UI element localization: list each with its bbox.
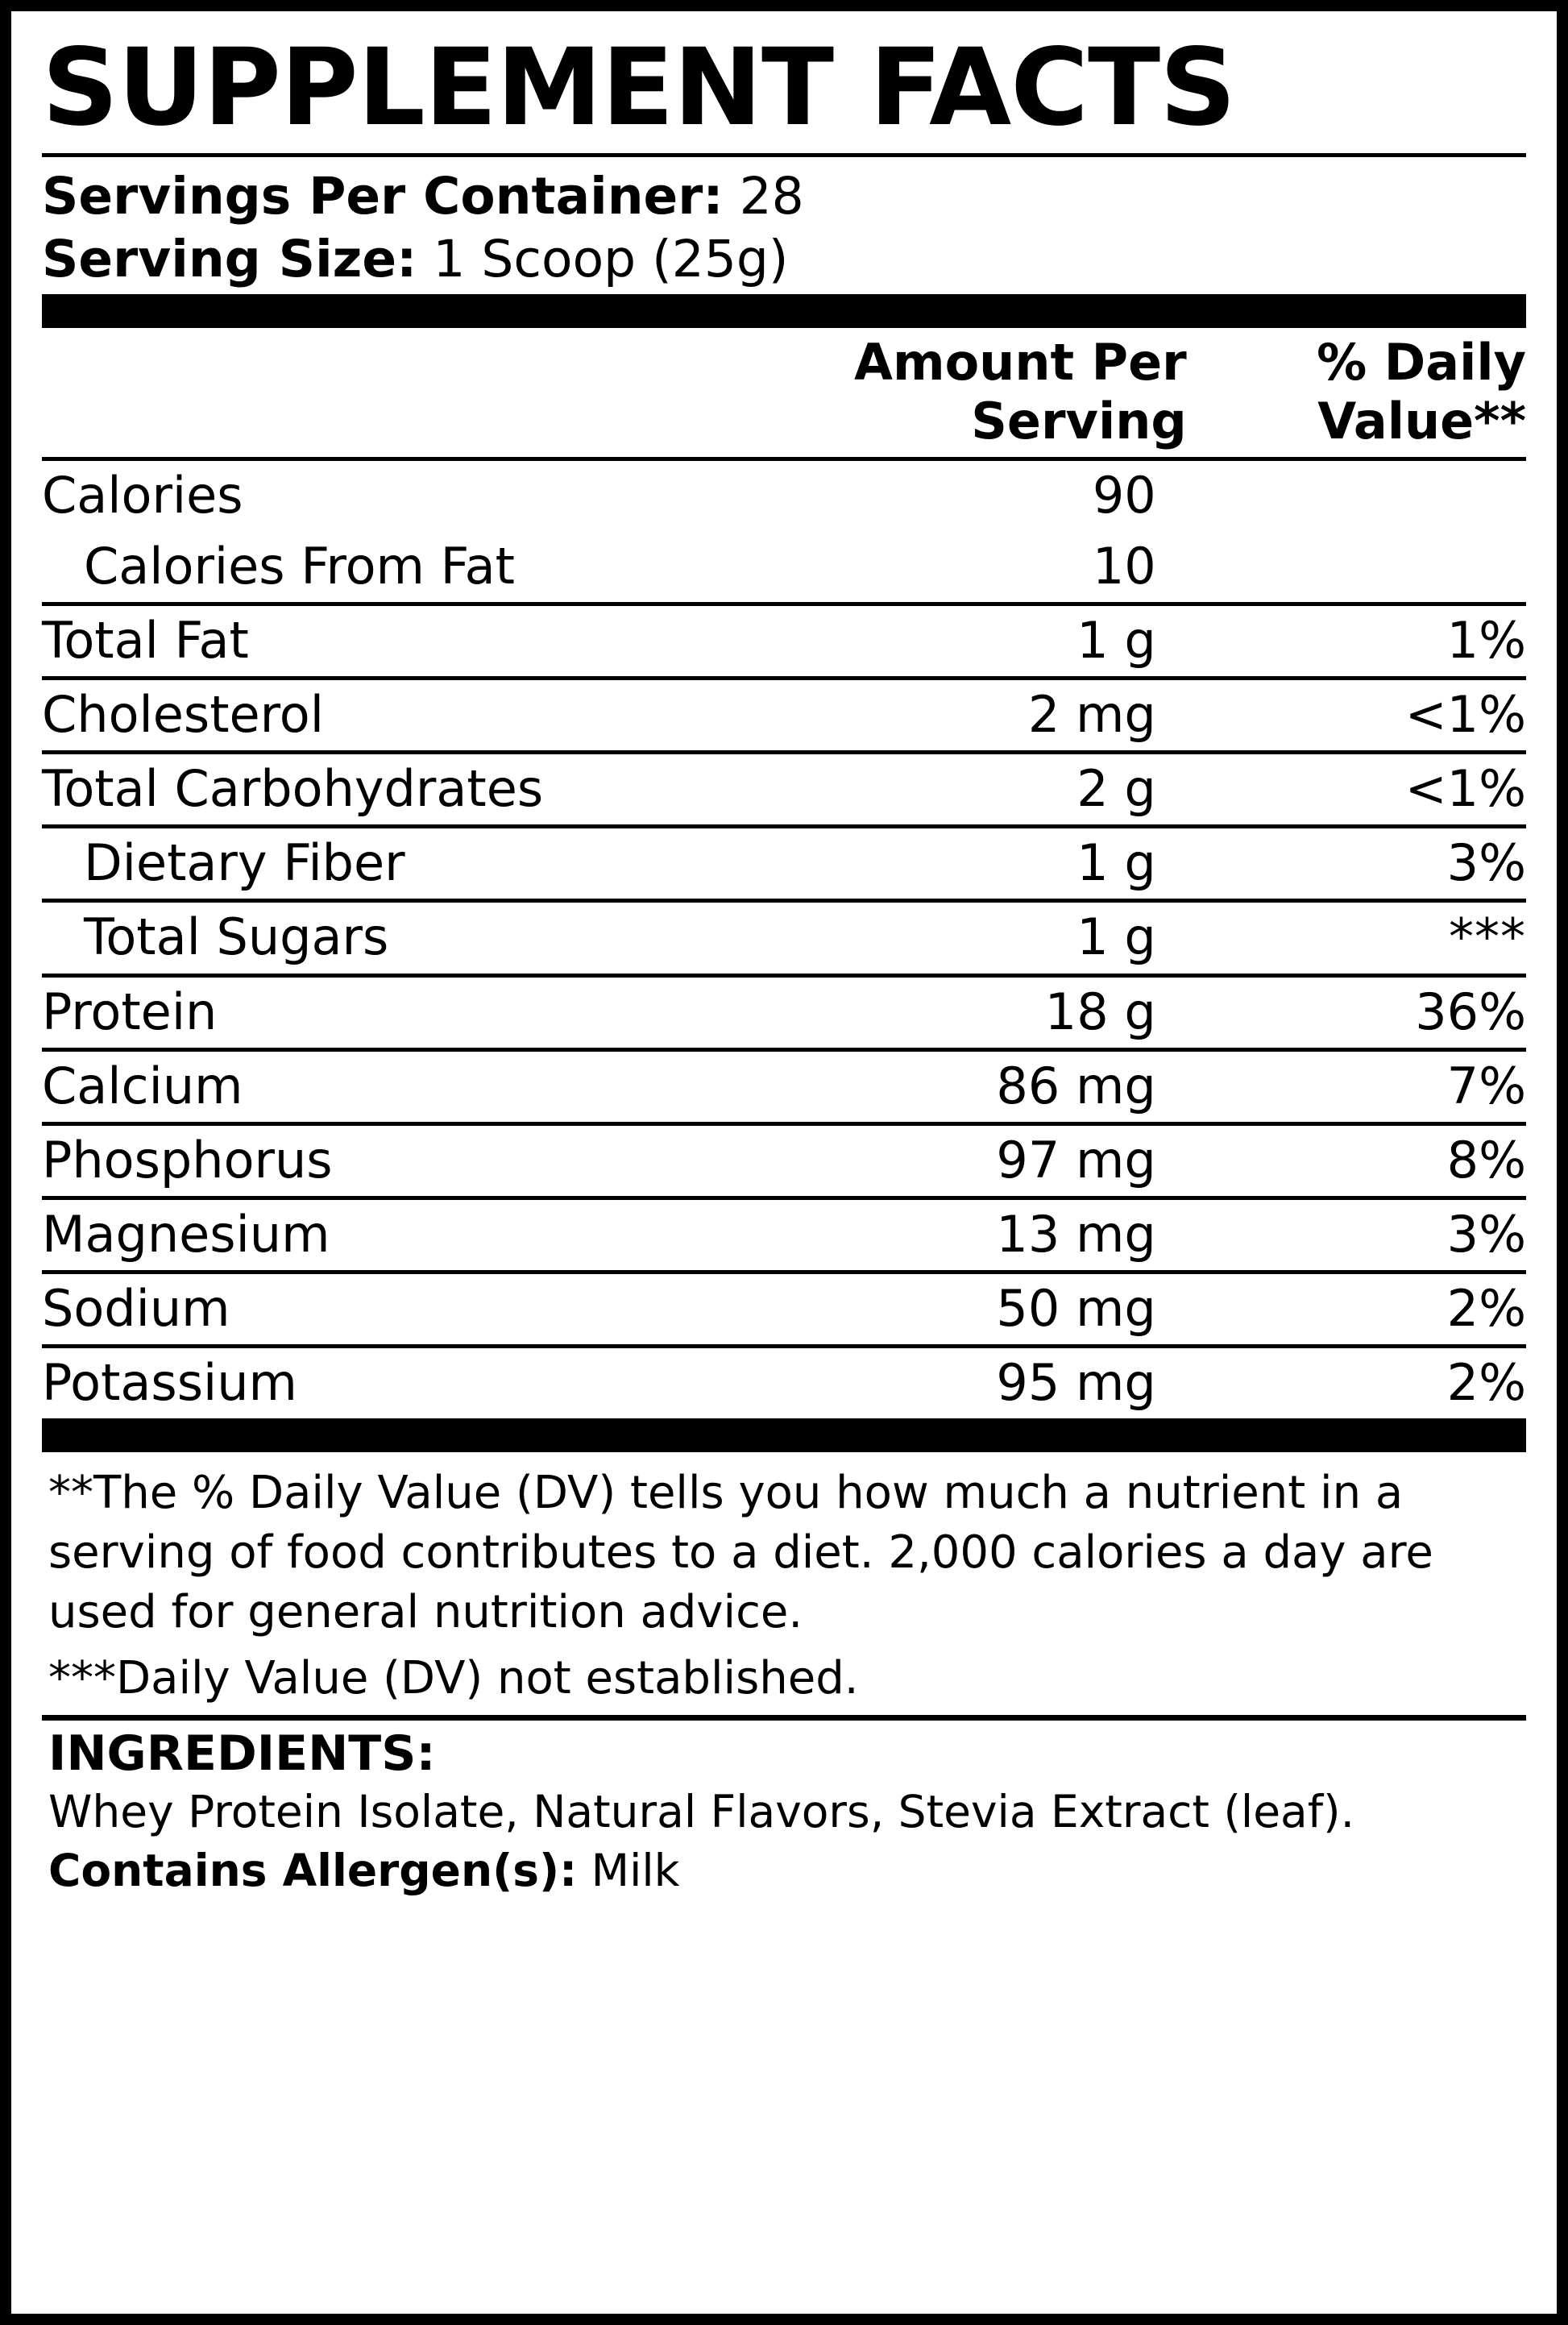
row-daily-value: 1% xyxy=(1200,604,1526,678)
row-nutrient-name: Total Fat xyxy=(42,604,724,678)
label-inner xyxy=(35,26,1533,1898)
row-daily-value: <1% xyxy=(1200,678,1526,752)
table-row xyxy=(42,604,1526,678)
header-daily-value: % Daily Value** xyxy=(1317,333,1526,451)
row-amount: 97 mg xyxy=(724,1123,1199,1198)
row-amount: 90 xyxy=(724,459,1199,532)
divider-thick-bottom xyxy=(42,1418,1526,1452)
allergen-label: Contains Allergen(s): xyxy=(48,1845,578,1897)
row-daily-value: 36% xyxy=(1200,975,1526,1049)
serving-size-label: Serving Size: xyxy=(42,230,417,289)
nutrition-table xyxy=(42,328,1526,1418)
row-nutrient-name: Magnesium xyxy=(42,1198,724,1273)
page-title: SUPPLEMENT FACTS xyxy=(42,26,1236,150)
table-row xyxy=(42,1198,1526,1273)
row-nutrient-name: Total Carbohydrates xyxy=(42,753,724,827)
allergen-text: Milk xyxy=(591,1845,680,1897)
table-row xyxy=(42,1123,1526,1198)
allergen-row xyxy=(48,1839,1520,1898)
table-row xyxy=(42,753,1526,827)
servings-per-container-row xyxy=(42,165,1526,228)
footnote-not-established: ***Daily Value (DV) not established. xyxy=(48,1652,859,1705)
row-amount: 1 g xyxy=(724,901,1199,975)
row-daily-value: *** xyxy=(1200,901,1526,975)
row-daily-value xyxy=(1200,532,1526,604)
row-daily-value: 2% xyxy=(1200,1273,1526,1347)
footnote-daily-value: **The % Daily Value (DV) tells you how much a nutrient in a serving of food contributes to a diet. 2,000 calories a day are used for general nutrition advice. xyxy=(48,1467,1433,1639)
row-nutrient-name: Dietary Fiber xyxy=(42,827,724,901)
row-nutrient-name: Potassium xyxy=(42,1347,724,1419)
table-row xyxy=(42,1273,1526,1347)
serving-size-value: 1 Scoop (25g) xyxy=(433,230,789,289)
row-nutrient-name: Protein xyxy=(42,975,724,1049)
row-nutrient-name: Total Sugars xyxy=(42,901,724,975)
table-row xyxy=(42,827,1526,901)
footnotes xyxy=(42,1452,1526,1715)
table-row xyxy=(42,901,1526,975)
row-daily-value: 2% xyxy=(1200,1347,1526,1419)
header-amount-per-serving: Amount Per Serving xyxy=(854,333,1187,451)
servings-block xyxy=(42,157,1526,294)
table-header-row xyxy=(42,328,1526,459)
table-row xyxy=(42,1049,1526,1123)
row-amount: 10 xyxy=(1092,536,1156,596)
row-amount: 18 g xyxy=(724,975,1199,1049)
table-row xyxy=(42,678,1526,752)
row-amount: 2 mg xyxy=(724,678,1199,752)
row-daily-value: 7% xyxy=(1200,1049,1526,1123)
row-nutrient-name: Calcium xyxy=(42,1049,724,1123)
row-nutrient-name: Phosphorus xyxy=(42,1123,724,1198)
row-amount: 13 mg xyxy=(724,1198,1199,1273)
row-nutrient-name: Calories xyxy=(42,459,724,532)
table-row xyxy=(42,1347,1526,1419)
ingredients-text: Whey Protein Isolate, Natural Flavors, Stevia Extract (leaf). xyxy=(48,1786,1355,1838)
row-amount: 95 mg xyxy=(724,1347,1199,1419)
serving-size-row xyxy=(42,228,1526,291)
row-daily-value: <1% xyxy=(1200,753,1526,827)
row-daily-value xyxy=(1200,459,1526,532)
row-amount: 50 mg xyxy=(724,1273,1199,1347)
row-amount: 1 g xyxy=(724,604,1199,678)
row-nutrient-name: Calories From Fat xyxy=(84,536,515,596)
row-amount: 2 g xyxy=(724,753,1199,827)
ingredients-block xyxy=(42,1721,1526,1898)
ingredients-label: INGREDIENTS: xyxy=(48,1725,436,1783)
row-nutrient-name: Sodium xyxy=(42,1273,724,1347)
row-amount: 86 mg xyxy=(724,1049,1199,1123)
header-nutrient xyxy=(42,328,724,459)
servings-per-container-label: Servings Per Container: xyxy=(42,166,724,226)
divider-thick-top xyxy=(42,294,1526,328)
row-daily-value: 3% xyxy=(1200,827,1526,901)
divider-above-ingredients xyxy=(42,1715,1526,1721)
table-row xyxy=(42,975,1526,1049)
servings-per-container-value: 28 xyxy=(739,166,804,226)
table-row xyxy=(42,532,1526,604)
row-daily-value: 3% xyxy=(1200,1198,1526,1273)
table-row xyxy=(42,459,1526,532)
row-amount: 1 g xyxy=(724,827,1199,901)
row-daily-value: 8% xyxy=(1200,1123,1526,1198)
row-nutrient-name: Cholesterol xyxy=(42,678,724,752)
